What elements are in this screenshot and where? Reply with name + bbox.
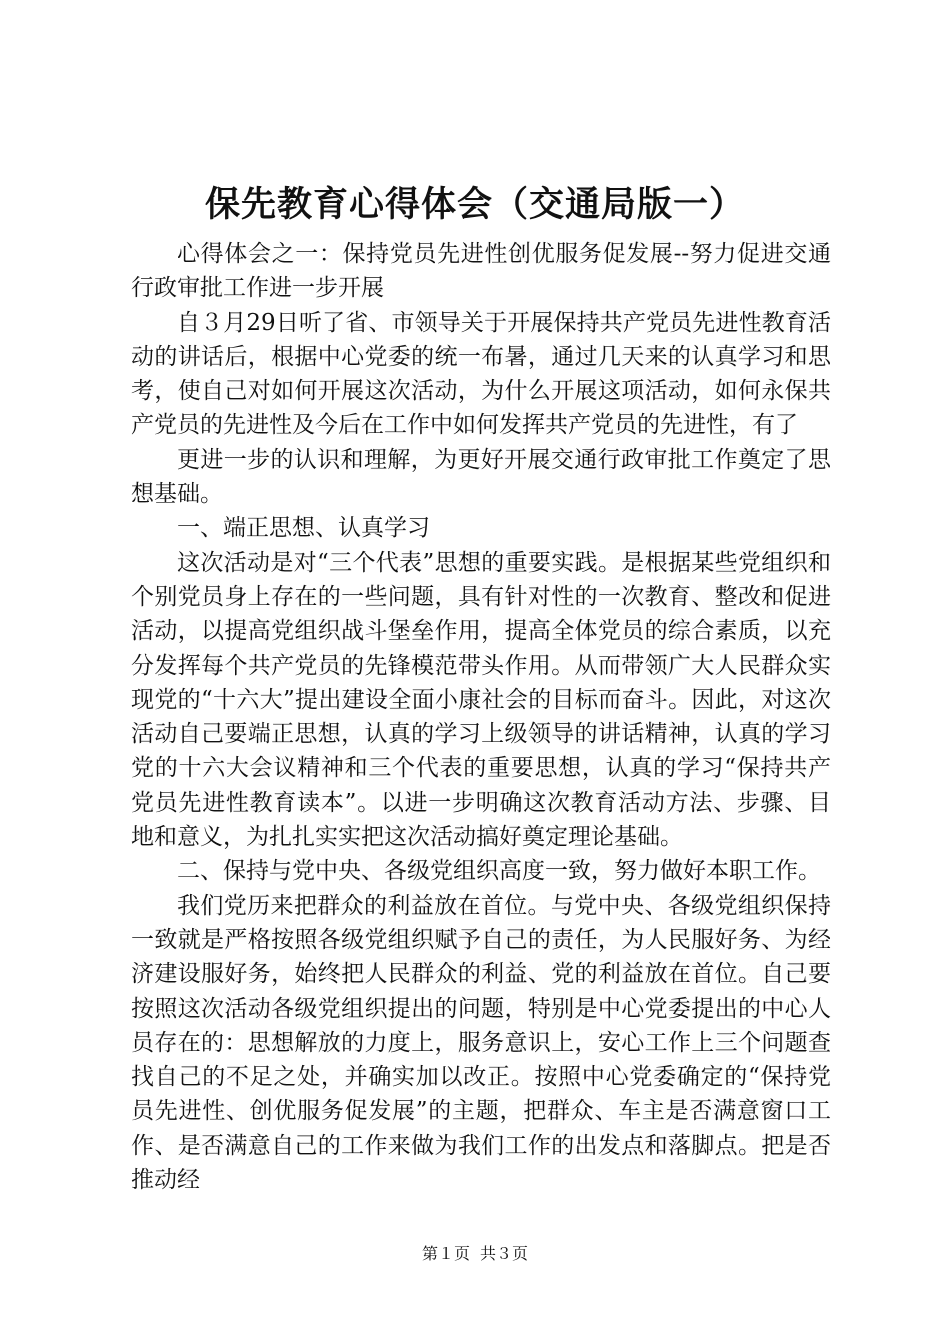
section-heading: 二、保持与党中央、各级党组织高度一致，努力做好本职工作。 xyxy=(177,858,821,885)
page-number: 第１页 xyxy=(421,1244,470,1263)
paragraph: 这次活动是对“三个代表”思想的重要实践。是根据某些党组织和个别党员身上存在的一些问题，具有针对性的一次教育、整改和促进活动，以提高党组织战斗堡垒作用，提高全体党员的综合素质，以充分发挥每个共产党员的先锋模范带头作用。从而带领广大人民群众实现党的“十六大”提出建设全面小康社会的目标而奋斗。因此，对这次活动自己要端正思想，认真的学习上级领导的讲话精神，认真的学习党的十六大会议精神和三个代表的重要思想，认真的学习“保持共产党员先进性教育读本”。以进一步明确这次教育活动方法、步骤、目地和意义，为扎扎实实把这次活动搞好奠定理论基础。 xyxy=(131,549,831,851)
page-footer xyxy=(0,1243,950,1265)
section-heading: 一、端正思想、认真学习 xyxy=(177,515,430,542)
page-total: 共３页 xyxy=(480,1244,529,1263)
document-body xyxy=(131,237,831,1197)
paragraph: 我们党历来把群众的利益放在首位。与党中央、各级党组织保持一致就是严格按照各级党组织赋予自己的责任，为人民服好务、为经济建设服好务，始终把人民群众的利益、党的利益放在首位。自己要按照这次活动各级党组织提出的问题，特别是中心党委提出的中心人员存在的：思想解放的力度上，服务意识上，安心工作上三个问题查找自己的不足之处，并确实加以改正。按照中心党委确定的“保持党员先进性、创优服务促发展”的主题，把群众、车主是否满意窗口工作、是否满意自己的工作来做为我们工作的出发点和落脚点。把是否推动经 xyxy=(131,892,831,1194)
paragraph: 更进一步的认识和理解，为更好开展交通行政审批工作奠定了思想基础。 xyxy=(131,446,831,508)
document-title: 保先教育心得体会（交通局版一） xyxy=(204,184,745,225)
paragraph: 自３月29日听了省、市领导关于开展保持共产党员先进性教育活动的讲话后，根据中心党委的统一布暑，通过几天来的认真学习和思考，使自己对如何开展这次活动，为什么开展这项活动，如何永保共产党员的先进性及今后在工作中如何发挥共产党员的先进性，有了 xyxy=(131,309,831,439)
paragraph-subtitle: 心得体会之一：保持党员先进性创优服务促发展--努力促进交通行政审批工作进一步开展 xyxy=(131,241,831,302)
